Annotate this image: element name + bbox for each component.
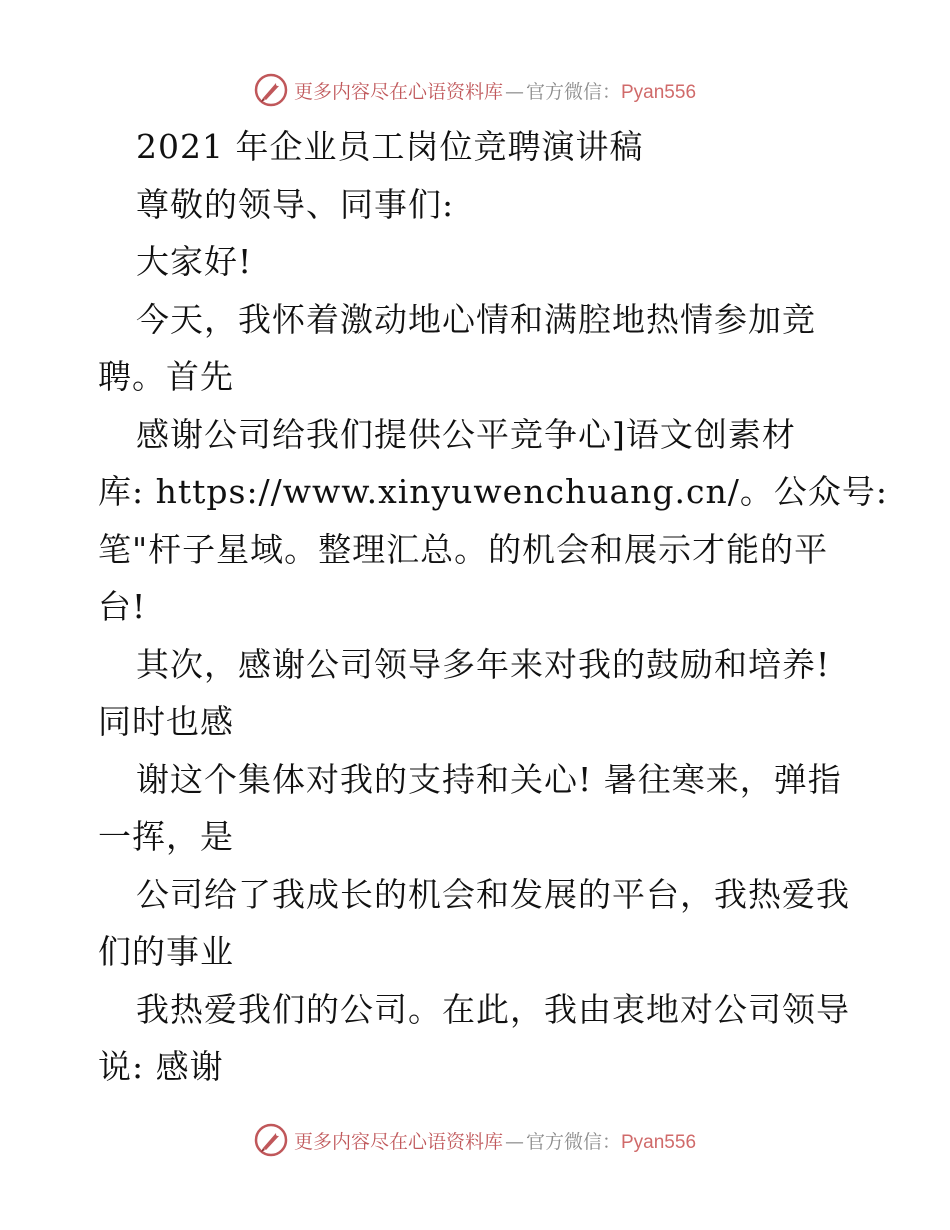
paragraph-line: 笔"杆子星域。整理汇总。的机会和展示才能的平 bbox=[98, 529, 829, 569]
paragraph-line: 感谢公司给我们提供公平竞争心]语文创素材 bbox=[136, 414, 796, 454]
paragraph-line: 台! bbox=[98, 587, 147, 626]
banner-wechat-label: 官方微信： bbox=[525, 80, 621, 103]
paragraph-line: 其次，感谢公司领导多年来对我的鼓励和培养! bbox=[136, 644, 831, 684]
paragraph-line: 说: 感谢 bbox=[98, 1047, 224, 1086]
banner-dash: — bbox=[504, 1130, 524, 1153]
paragraph-line: 公司给了我成长的机会和发展的平台，我热爱我 bbox=[136, 874, 850, 914]
paragraph-line: 一挥，是 bbox=[98, 817, 234, 856]
banner-wechat-id: Pyan556 bbox=[621, 1131, 697, 1153]
document-title: 2021 年企业员工岗位竞聘演讲稿 bbox=[136, 127, 644, 166]
banner-wechat-id: Pyan556 bbox=[621, 81, 697, 103]
paragraph-line: 大家好! bbox=[136, 242, 253, 281]
paragraph-line: 聘。首先 bbox=[98, 357, 234, 396]
paragraph-line: 今天，我怀着激动地心情和满腔地热情参加竞 bbox=[136, 299, 816, 339]
banner-dash: — bbox=[504, 80, 524, 103]
document-body bbox=[98, 118, 888, 1096]
banner-text bbox=[294, 77, 696, 104]
paragraph-line: 我热爱我们的公司。在此，我由衷地对公司领导 bbox=[136, 989, 850, 1029]
pen-logo-icon bbox=[254, 73, 288, 107]
paragraph-line: 们的事业 bbox=[98, 932, 234, 971]
banner-text bbox=[294, 1127, 696, 1154]
footer-watermark-banner bbox=[0, 1120, 950, 1160]
banner-slogan: 更多内容尽在心语资料库 bbox=[293, 1130, 503, 1153]
header-watermark-banner bbox=[0, 70, 950, 110]
banner-wechat-label: 官方微信： bbox=[525, 1130, 621, 1153]
paragraph-line: 同时也感 bbox=[98, 702, 234, 741]
pen-logo-icon bbox=[254, 1123, 288, 1157]
paragraph-line: 谢这个集体对我的支持和关心! 暑往寒来，弹指 bbox=[136, 759, 842, 799]
paragraph-line: 库: https://www.xinyuwenchuang.cn/。公众号: bbox=[98, 472, 888, 511]
banner-slogan: 更多内容尽在心语资料库 bbox=[293, 80, 503, 103]
paragraph-line: 尊敬的领导、同事们: bbox=[136, 184, 455, 224]
